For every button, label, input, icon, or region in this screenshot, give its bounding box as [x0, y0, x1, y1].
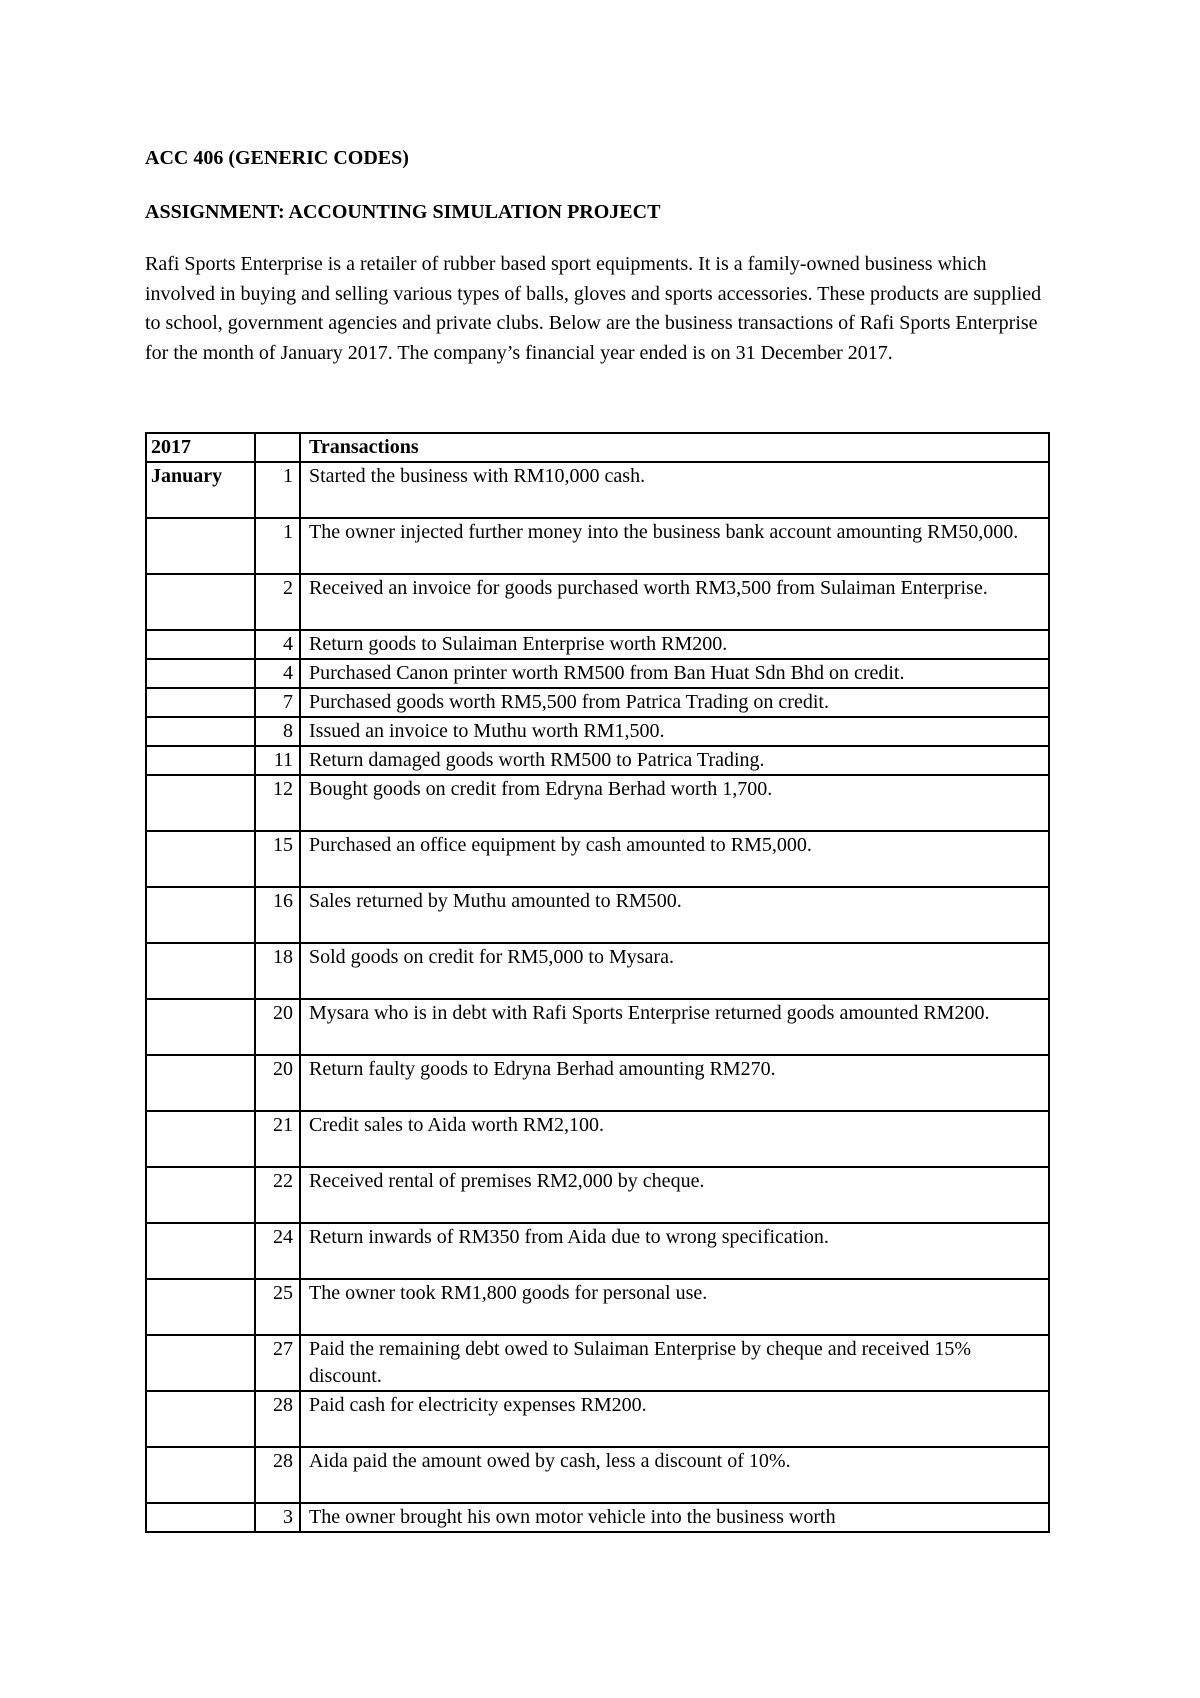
table-row [146, 775, 1049, 831]
transaction-cell: Credit sales to Aida worth RM2,100. [300, 1111, 1049, 1167]
month-cell [146, 1279, 255, 1335]
day-cell: 1 [255, 518, 300, 574]
transaction-cell: Paid cash for electricity expenses RM200. [300, 1391, 1049, 1447]
day-cell: 20 [255, 999, 300, 1055]
table-row [146, 1391, 1049, 1447]
month-cell [146, 659, 255, 688]
month-cell [146, 630, 255, 659]
header-year: 2017 [146, 433, 255, 462]
day-cell: 28 [255, 1391, 300, 1447]
month-cell [146, 518, 255, 574]
month-cell [146, 1223, 255, 1279]
table-row [146, 659, 1049, 688]
day-cell: 16 [255, 887, 300, 943]
assignment-subtitle: ASSIGNMENT: ACCOUNTING SIMULATION PROJECT [145, 201, 661, 223]
transaction-cell: Received an invoice for goods purchased worth RM3,500 from Sulaiman Enterprise. [300, 574, 1049, 630]
table-row [146, 630, 1049, 659]
table-row [146, 999, 1049, 1055]
month-cell [146, 688, 255, 717]
transaction-cell: The owner took RM1,800 goods for personal use. [300, 1279, 1049, 1335]
table-row [146, 717, 1049, 746]
day-cell: 8 [255, 717, 300, 746]
transaction-cell: The owner brought his own motor vehicle into the business worth [300, 1503, 1049, 1532]
transaction-cell: Purchased an office equipment by cash amounted to RM5,000. [300, 831, 1049, 887]
transaction-cell: Return faulty goods to Edryna Berhad amounting RM270. [300, 1055, 1049, 1111]
month-cell: January [146, 462, 255, 518]
table-row [146, 1447, 1049, 1503]
day-cell: 27 [255, 1335, 300, 1391]
table-row [146, 1167, 1049, 1223]
intro-paragraph [145, 250, 1050, 368]
month-cell [146, 1335, 255, 1391]
day-cell: 12 [255, 775, 300, 831]
transaction-cell: Received rental of premises RM2,000 by cheque. [300, 1167, 1049, 1223]
table-row [146, 746, 1049, 775]
transaction-cell: Aida paid the amount owed by cash, less a discount of 10%. [300, 1447, 1049, 1503]
transaction-cell: Mysara who is in debt with Rafi Sports Enterprise returned goods amounted RM200. [300, 999, 1049, 1055]
month-cell [146, 887, 255, 943]
month-cell [146, 1167, 255, 1223]
day-cell: 2 [255, 574, 300, 630]
day-cell: 11 [255, 746, 300, 775]
month-cell [146, 999, 255, 1055]
month-cell [146, 717, 255, 746]
month-cell [146, 1447, 255, 1503]
transaction-cell: Bought goods on credit from Edryna Berhad worth 1,700. [300, 775, 1049, 831]
day-cell: 3 [255, 1503, 300, 1532]
transaction-cell: Sold goods on credit for RM5,000 to Mysara. [300, 943, 1049, 999]
transaction-cell: The owner injected further money into the business bank account amounting RM50,000. [300, 518, 1049, 574]
month-cell [146, 1055, 255, 1111]
day-cell: 24 [255, 1223, 300, 1279]
table-row [146, 1503, 1049, 1532]
table-row [146, 462, 1049, 518]
day-cell: 21 [255, 1111, 300, 1167]
transaction-cell: Issued an invoice to Muthu worth RM1,500. [300, 717, 1049, 746]
table-header-row [146, 433, 1049, 462]
document-title: ACC 406 (GENERIC CODES) [145, 147, 409, 169]
table-row [146, 1335, 1049, 1391]
day-cell: 22 [255, 1167, 300, 1223]
day-cell: 15 [255, 831, 300, 887]
month-cell [146, 943, 255, 999]
table-row [146, 1223, 1049, 1279]
day-cell: 7 [255, 688, 300, 717]
day-cell: 4 [255, 630, 300, 659]
month-cell [146, 1111, 255, 1167]
table-row [146, 574, 1049, 630]
transaction-cell: Started the business with RM10,000 cash. [300, 462, 1049, 518]
transaction-cell: Purchased goods worth RM5,500 from Patrica Trading on credit. [300, 688, 1049, 717]
month-cell [146, 1391, 255, 1447]
transaction-cell: Return inwards of RM350 from Aida due to wrong specification. [300, 1223, 1049, 1279]
day-cell: 28 [255, 1447, 300, 1503]
table-row [146, 518, 1049, 574]
document-page [145, 146, 1050, 1528]
table-row [146, 1279, 1049, 1335]
month-cell [146, 831, 255, 887]
table-row [146, 887, 1049, 943]
transaction-cell: Paid the remaining debt owed to Sulaiman Enterprise by cheque and received 15% discount. [300, 1335, 1049, 1391]
transaction-cell: Return goods to Sulaiman Enterprise worth RM200. [300, 630, 1049, 659]
day-cell: 18 [255, 943, 300, 999]
month-cell [146, 746, 255, 775]
transaction-cell: Return damaged goods worth RM500 to Patrica Trading. [300, 746, 1049, 775]
table-row [146, 1111, 1049, 1167]
transaction-cell: Sales returned by Muthu amounted to RM500. [300, 887, 1049, 943]
table-row [146, 831, 1049, 887]
table-row [146, 943, 1049, 999]
month-cell [146, 1503, 255, 1532]
day-cell: 4 [255, 659, 300, 688]
transaction-cell: Purchased Canon printer worth RM500 from Ban Huat Sdn Bhd on credit. [300, 659, 1049, 688]
table-row [146, 1055, 1049, 1111]
table-row [146, 688, 1049, 717]
month-cell [146, 775, 255, 831]
month-cell [146, 574, 255, 630]
transactions-table [145, 432, 1050, 1533]
day-cell: 25 [255, 1279, 300, 1335]
header-transactions: Transactions [300, 433, 1049, 462]
day-cell: 20 [255, 1055, 300, 1111]
intro-text: Rafi Sports Enterprise is a retailer of rubber based sport equipments. It is a family-owned business which involved in buying and selling various types of balls, gloves and sports accessories. These products are supplied to school, government agencies and private clubs. Below are the business transactions of Rafi Sports Enterprise for the month of January 2017. The company’s financial year ended is on 31 December 2017. [145, 253, 1042, 364]
header-day [255, 433, 300, 462]
day-cell: 1 [255, 462, 300, 518]
